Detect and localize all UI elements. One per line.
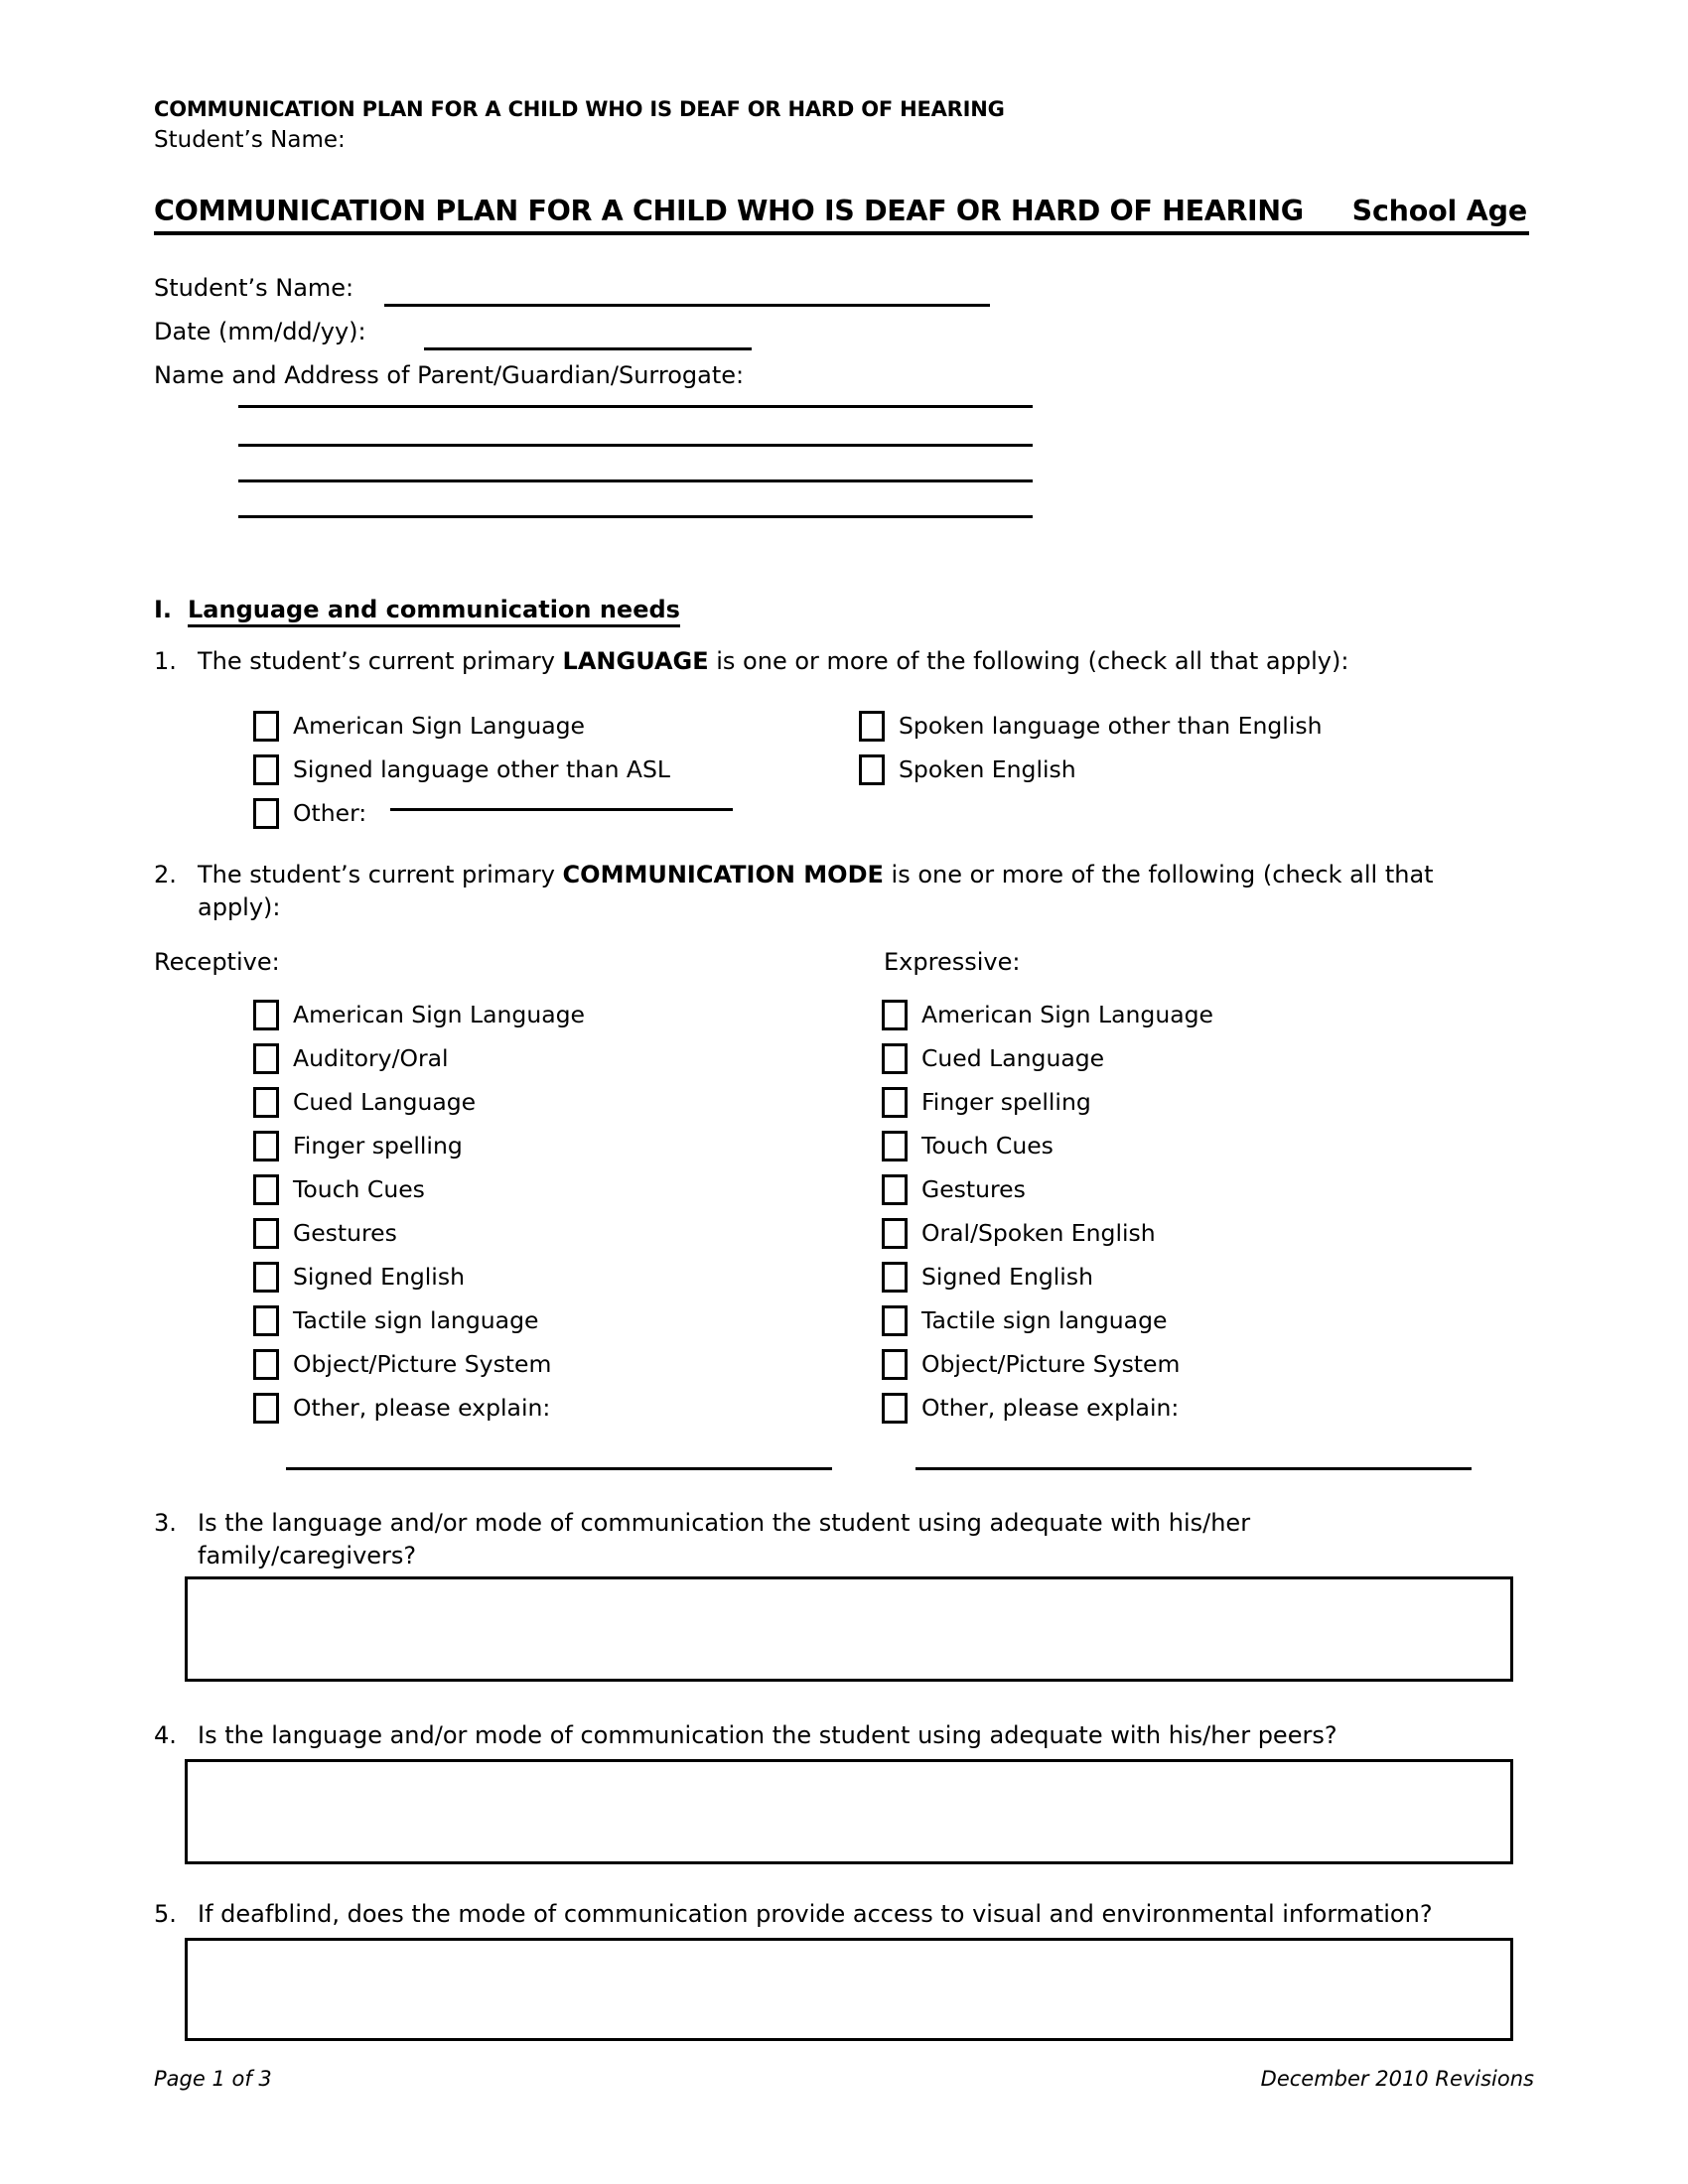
checkbox-icon[interactable] bbox=[882, 1393, 908, 1424]
checkbox-row[interactable] bbox=[253, 1080, 809, 1124]
checkbox-row[interactable] bbox=[882, 1167, 1477, 1211]
checkbox-label: Cued Language bbox=[293, 1088, 477, 1116]
checkbox-label: Object/Picture System bbox=[293, 1350, 552, 1378]
checkbox-label: Gestures bbox=[921, 1175, 1026, 1203]
identification-block bbox=[154, 270, 1534, 401]
checkbox-row[interactable] bbox=[859, 748, 1475, 791]
page-footer bbox=[154, 2067, 1534, 2091]
checkbox-icon[interactable] bbox=[859, 711, 885, 742]
checkbox-icon[interactable] bbox=[253, 711, 279, 742]
date-label: Date (mm/dd/yy): bbox=[154, 318, 366, 345]
checkbox-icon[interactable] bbox=[253, 1393, 279, 1424]
page-title-text: COMMUNICATION PLAN FOR A CHILD WHO IS DEAF OR HARD OF HEARING bbox=[154, 195, 1304, 227]
question-3 bbox=[154, 1507, 1345, 1572]
running-header-title: COMMUNICATION PLAN FOR A CHILD WHO IS DEAF OR HARD OF HEARING bbox=[154, 97, 1005, 121]
checkbox-row[interactable] bbox=[253, 1036, 809, 1080]
page-title-age-band: School Age bbox=[1351, 195, 1527, 227]
receptive-options bbox=[253, 993, 809, 1430]
checkbox-icon[interactable] bbox=[253, 1262, 279, 1293]
question-4-number: 4. bbox=[154, 1721, 177, 1749]
question-5 bbox=[154, 1898, 1494, 1931]
expressive-options bbox=[882, 993, 1477, 1430]
checkbox-label: Signed language other than ASL bbox=[293, 755, 671, 783]
checkbox-row[interactable] bbox=[253, 704, 809, 748]
student-name-input[interactable] bbox=[384, 304, 990, 307]
checkbox-icon[interactable] bbox=[253, 1131, 279, 1161]
question-4 bbox=[154, 1719, 1395, 1752]
checkbox-label: Other, please explain: bbox=[921, 1394, 1180, 1422]
checkbox-label: Tactile sign language bbox=[921, 1306, 1168, 1334]
checkbox-label: Finger spelling bbox=[921, 1088, 1091, 1116]
checkbox-row[interactable] bbox=[253, 1298, 809, 1342]
student-name-label: Student’s Name: bbox=[154, 274, 354, 302]
question-1-options-right bbox=[859, 704, 1475, 791]
question-1 bbox=[154, 645, 1534, 678]
date-input[interactable] bbox=[424, 347, 752, 350]
checkbox-label: Oral/Spoken English bbox=[921, 1219, 1156, 1247]
question-5-number: 5. bbox=[154, 1900, 177, 1928]
question-3-answer-box[interactable] bbox=[185, 1576, 1513, 1682]
running-header-student-name-label: Student’s Name: bbox=[154, 127, 346, 153]
checkbox-label: Object/Picture System bbox=[921, 1350, 1181, 1378]
checkbox-icon[interactable] bbox=[253, 1043, 279, 1074]
checkbox-icon[interactable] bbox=[882, 1349, 908, 1380]
checkbox-row[interactable] bbox=[882, 1342, 1477, 1386]
question-4-answer-box[interactable] bbox=[185, 1759, 1513, 1864]
checkbox-row-other[interactable] bbox=[253, 1386, 809, 1430]
checkbox-icon[interactable] bbox=[253, 1000, 279, 1030]
checkbox-row[interactable] bbox=[253, 1211, 809, 1255]
checkbox-label: Signed English bbox=[921, 1263, 1093, 1291]
checkbox-label: American Sign Language bbox=[293, 1001, 586, 1028]
section-heading bbox=[154, 596, 680, 623]
question-1-text-after: is one or more of the following (check all that apply): bbox=[708, 647, 1349, 675]
footer-page-number: Page 1 of 3 bbox=[154, 2067, 272, 2091]
question-2 bbox=[154, 859, 1484, 924]
running-header bbox=[154, 94, 1534, 156]
checkbox-label: Other: bbox=[293, 799, 367, 827]
question-2-text bbox=[198, 859, 1484, 924]
checkbox-label: Spoken English bbox=[899, 755, 1076, 783]
parent-address-row bbox=[154, 357, 1534, 401]
checkbox-row[interactable] bbox=[253, 1255, 809, 1298]
checkbox-label: American Sign Language bbox=[921, 1001, 1214, 1028]
section-number: I. bbox=[154, 596, 173, 623]
checkbox-icon[interactable] bbox=[882, 1087, 908, 1118]
expressive-heading: Expressive: bbox=[884, 948, 1021, 976]
checkbox-icon[interactable] bbox=[253, 798, 279, 829]
question-5-answer-box[interactable] bbox=[185, 1938, 1513, 2041]
question-3-text: Is the language and/or mode of communication the student using adequate with his/her family/caregivers? bbox=[198, 1509, 1251, 1570]
checkbox-icon[interactable] bbox=[253, 1087, 279, 1118]
checkbox-row[interactable] bbox=[253, 748, 809, 791]
checkbox-icon[interactable] bbox=[253, 1174, 279, 1205]
date-row bbox=[154, 314, 1534, 357]
question-4-text: Is the language and/or mode of communication the student using adequate with his/her peers? bbox=[198, 1721, 1337, 1749]
question-1-number: 1. bbox=[154, 647, 177, 675]
checkbox-icon[interactable] bbox=[859, 754, 885, 785]
checkbox-row[interactable] bbox=[882, 1298, 1477, 1342]
checkbox-row[interactable] bbox=[882, 1036, 1477, 1080]
parent-address-lines bbox=[238, 405, 1033, 518]
question-1-text bbox=[198, 645, 1534, 678]
checkbox-label: Spoken language other than English bbox=[899, 712, 1323, 740]
checkbox-row[interactable] bbox=[253, 993, 809, 1036]
checkbox-row[interactable] bbox=[253, 1167, 809, 1211]
checkbox-label: Touch Cues bbox=[921, 1132, 1054, 1160]
checkbox-icon[interactable] bbox=[882, 1305, 908, 1336]
receptive-other-input[interactable] bbox=[286, 1467, 832, 1470]
checkbox-row-other[interactable] bbox=[253, 791, 809, 835]
checkbox-icon[interactable] bbox=[882, 1000, 908, 1030]
checkbox-row[interactable] bbox=[882, 1124, 1477, 1167]
checkbox-label: American Sign Language bbox=[293, 712, 586, 740]
footer-revision-date: December 2010 Revisions bbox=[1260, 2067, 1534, 2091]
question-1-emphasis: LANGUAGE bbox=[562, 647, 709, 675]
parent-address-label: Name and Address of Parent/Guardian/Surrogate: bbox=[154, 361, 745, 389]
checkbox-row[interactable] bbox=[882, 1255, 1477, 1298]
page-title bbox=[154, 195, 1529, 235]
checkbox-icon[interactable] bbox=[253, 754, 279, 785]
checkbox-icon[interactable] bbox=[253, 1305, 279, 1336]
checkbox-label: Cued Language bbox=[921, 1044, 1105, 1072]
checkbox-row[interactable] bbox=[882, 993, 1477, 1036]
question-5-text: If deafblind, does the mode of communication provide access to visual and environmental information? bbox=[198, 1900, 1433, 1928]
expressive-other-input[interactable] bbox=[915, 1467, 1472, 1470]
checkbox-label: Auditory/Oral bbox=[293, 1044, 449, 1072]
checkbox-row[interactable] bbox=[882, 1080, 1477, 1124]
checkbox-label: Tactile sign language bbox=[293, 1306, 539, 1334]
checkbox-row[interactable] bbox=[253, 1124, 809, 1167]
receptive-heading: Receptive: bbox=[154, 948, 280, 976]
checkbox-icon[interactable] bbox=[882, 1131, 908, 1161]
student-name-row bbox=[154, 270, 1534, 314]
checkbox-row[interactable] bbox=[253, 1342, 809, 1386]
checkbox-row[interactable] bbox=[859, 704, 1475, 748]
question-2-text-after: is one or more of the following (check all that apply): bbox=[198, 861, 1434, 921]
checkbox-label: Gestures bbox=[293, 1219, 397, 1247]
question-2-text-before: The student’s current primary bbox=[198, 861, 563, 888]
checkbox-label: Other, please explain: bbox=[293, 1394, 551, 1422]
question-2-number: 2. bbox=[154, 861, 177, 888]
checkbox-label: Touch Cues bbox=[293, 1175, 425, 1203]
checkbox-icon[interactable] bbox=[882, 1174, 908, 1205]
question-1-other-input[interactable] bbox=[390, 808, 733, 811]
checkbox-icon[interactable] bbox=[882, 1262, 908, 1293]
checkbox-row-other[interactable] bbox=[882, 1386, 1477, 1430]
question-3-number: 3. bbox=[154, 1509, 177, 1537]
checkbox-label: Signed English bbox=[293, 1263, 465, 1291]
question-1-text-before: The student’s current primary bbox=[198, 647, 563, 675]
checkbox-label: Finger spelling bbox=[293, 1132, 463, 1160]
question-1-options-left bbox=[253, 704, 809, 835]
parent-address-input-4[interactable] bbox=[238, 515, 1033, 518]
checkbox-icon[interactable] bbox=[882, 1043, 908, 1074]
checkbox-icon[interactable] bbox=[253, 1349, 279, 1380]
checkbox-row[interactable] bbox=[882, 1211, 1477, 1255]
section-title: Language and communication needs bbox=[188, 596, 680, 627]
question-2-emphasis: COMMUNICATION MODE bbox=[562, 861, 884, 888]
checkbox-icon[interactable] bbox=[882, 1218, 908, 1249]
checkbox-icon[interactable] bbox=[253, 1218, 279, 1249]
